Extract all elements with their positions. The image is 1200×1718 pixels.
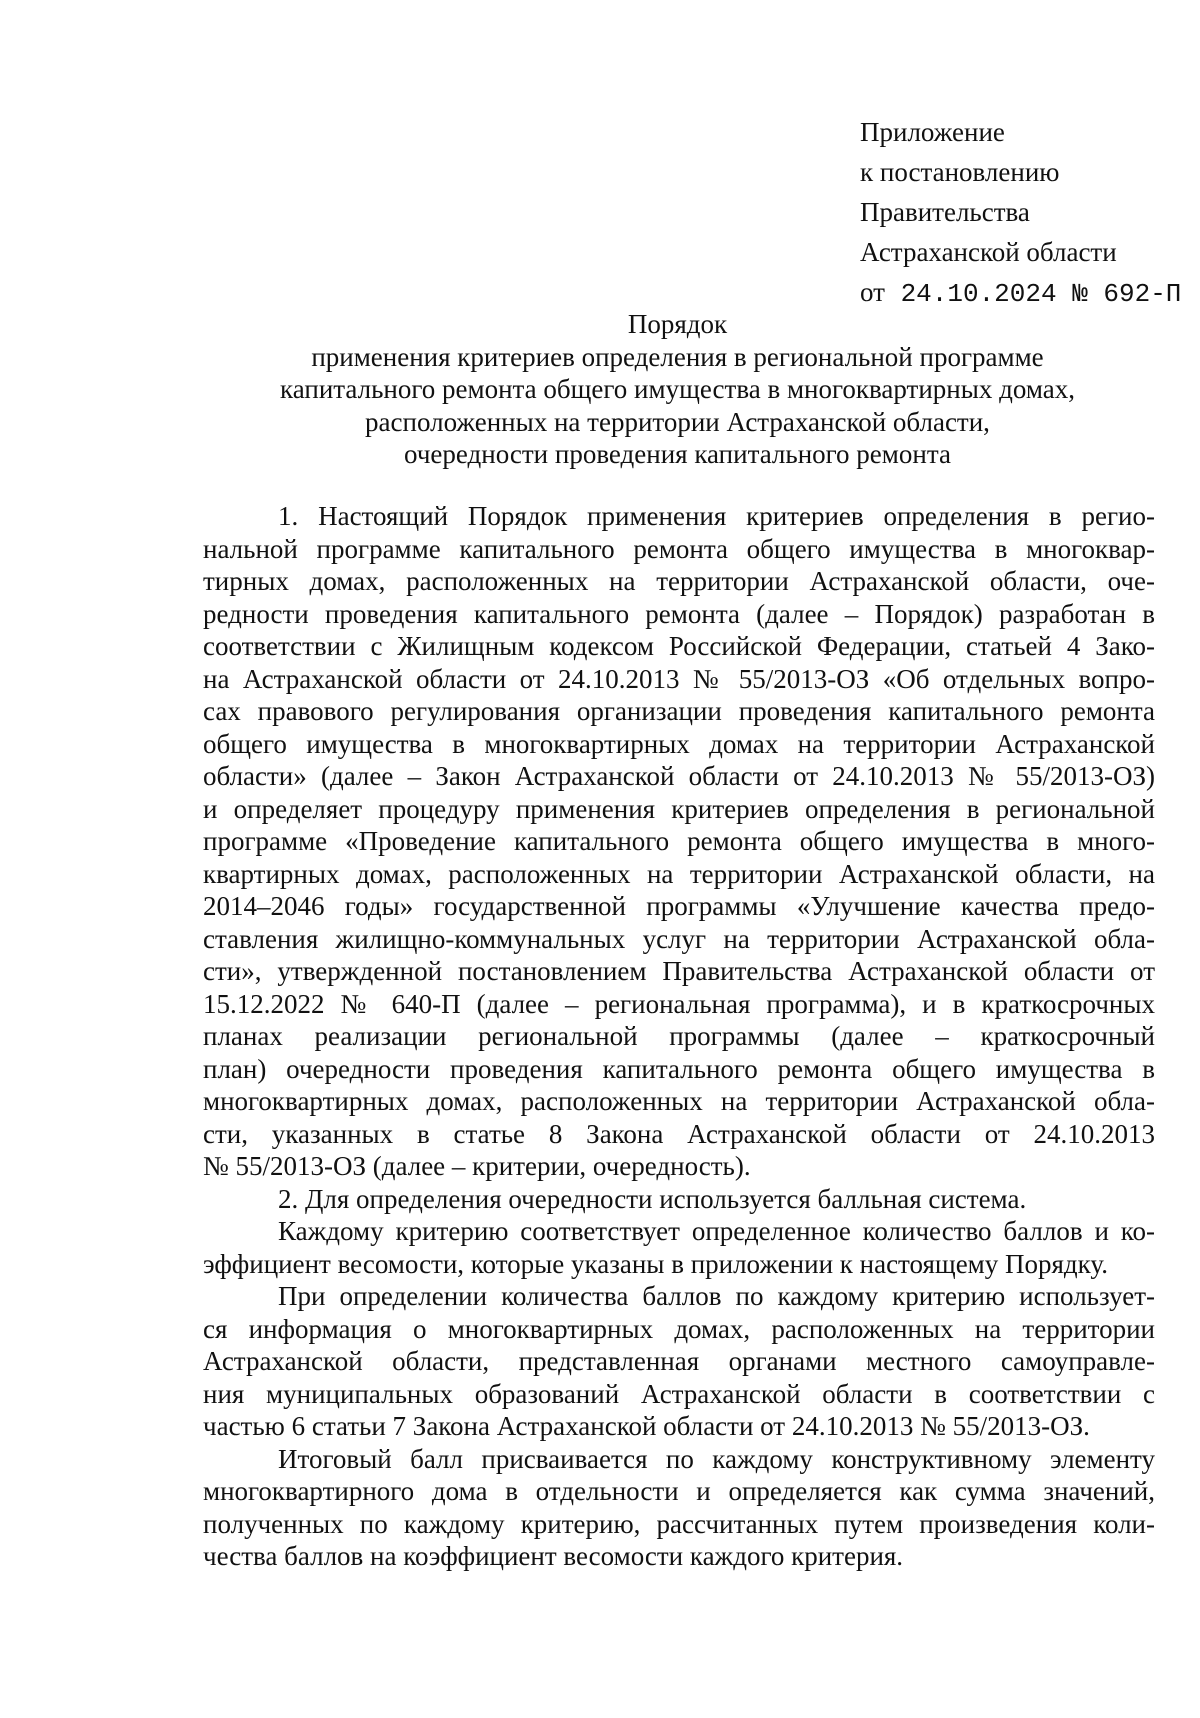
appendix-line: Приложение: [860, 117, 1005, 147]
body-line: ставления жилищно-коммунальных услуг на территории Астраханской обла-: [203, 923, 1155, 954]
body-line: Итоговый балл присваивается по каждому конструктивному элементу: [278, 1443, 1155, 1474]
body-line: 15.12.2022 № 640-П (далее – региональная программа), и в краткосрочных: [203, 988, 1155, 1019]
body-line: области» (далее – Закон Астраханской области от 24.10.2013 № 55/2013-ОЗ): [203, 761, 1155, 791]
title-line: применения критериев определения в региональной программе: [311, 341, 1044, 372]
body-line: чества баллов на коэффициент весомости каждого критерия.: [203, 1541, 904, 1571]
body-line: 1. Настоящий Порядок применения критериев определения в регио-: [278, 501, 1155, 531]
body-line: ния муниципальных образований Астраханской области в соответствии с: [203, 1378, 1155, 1409]
body-line: № 55/2013-ОЗ (далее – критерии, очередность).: [203, 1151, 751, 1181]
body-line: При определении количества баллов по каждому критерию использует-: [278, 1281, 1155, 1311]
appendix-line: к постановлению: [860, 157, 1060, 187]
appendix-block: [860, 112, 1181, 314]
body-line: на Астраханской области от 24.10.2013 № 55/2013-ОЗ «Об отдельных вопро-: [203, 663, 1155, 694]
document-title: [200, 308, 1155, 471]
title-heading: Порядок: [627, 309, 728, 339]
body-line: тирных домах, расположенных на территории Астраханской области, оче-: [203, 566, 1155, 596]
body-line: ся информация о многоквартирных домах, расположенных на территории: [203, 1313, 1155, 1344]
appendix-line: Астраханской области: [860, 237, 1117, 267]
body-line: программе «Проведение капитального ремонта общего имущества в много-: [203, 826, 1155, 856]
body-line: план) очередности проведения капитального ремонта общего имущества в: [203, 1053, 1155, 1084]
body-line: Астраханской области, представленная органами местного самоуправле-: [203, 1346, 1155, 1376]
date-prefix: от: [860, 277, 885, 307]
body-line: Каждому критерию соответствует определенное количество баллов и ко-: [278, 1216, 1155, 1246]
body-line: сти», утвержденной постановлением Правительства Астраханской области от: [203, 956, 1155, 986]
title-line: очередности проведения капитального ремонта: [404, 439, 951, 469]
title-line: капитального ремонта общего имущества в многоквартирных домах,: [280, 374, 1075, 404]
body-line: многоквартирных домах, расположенных на территории Астраханской обла-: [203, 1086, 1155, 1116]
body-line: многоквартирного дома в отдельности и определяется как сумма значений,: [203, 1476, 1155, 1506]
body-line: 2014–2046 годы» государственной программы «Улучшение качества предо-: [203, 891, 1155, 921]
body-line: редности проведения капитального ремонта (далее – Порядок) разработан в: [203, 598, 1155, 629]
body-line: сах правового регулирования организации проведения капитального ремонта: [203, 696, 1155, 726]
body-line: соответствии с Жилищным кодексом Российской Федерации, статьей 4 Зако-: [203, 631, 1155, 661]
body-line: и определяет процедуру применения критериев определения в региональной: [203, 793, 1155, 824]
body-line: квартирных домах, расположенных на территории Астраханской области, на: [203, 858, 1155, 889]
body-line: общего имущества в многоквартирных домах на территории Астраханской: [203, 728, 1155, 759]
body-line: 2. Для определения очередности используется балльная система.: [278, 1183, 1027, 1214]
body-line: нальной программе капитального ремонта общего имущества в многоквар-: [203, 533, 1155, 564]
body-line: эффициент весомости, которые указаны в приложении к настоящему Порядку.: [203, 1248, 1108, 1279]
decree-date-number: 24.10.2024 № 692-П: [900, 279, 1182, 309]
document-body: [203, 500, 1155, 1573]
body-line: частью 6 статьи 7 Закона Астраханской области от 24.10.2013 № 55/2013-ОЗ.: [203, 1411, 1090, 1441]
body-line: сти, указанных в статье 8 Закона Астраханской области от 24.10.2013: [203, 1118, 1155, 1149]
appendix-line: Правительства: [860, 197, 1030, 227]
body-line: полученных по каждому критерию, рассчитанных путем произведения коли-: [203, 1508, 1155, 1539]
body-line: планах реализации региональной программы (далее – краткосрочный: [203, 1021, 1155, 1051]
title-line: расположенных на территории Астраханской области,: [365, 406, 990, 437]
